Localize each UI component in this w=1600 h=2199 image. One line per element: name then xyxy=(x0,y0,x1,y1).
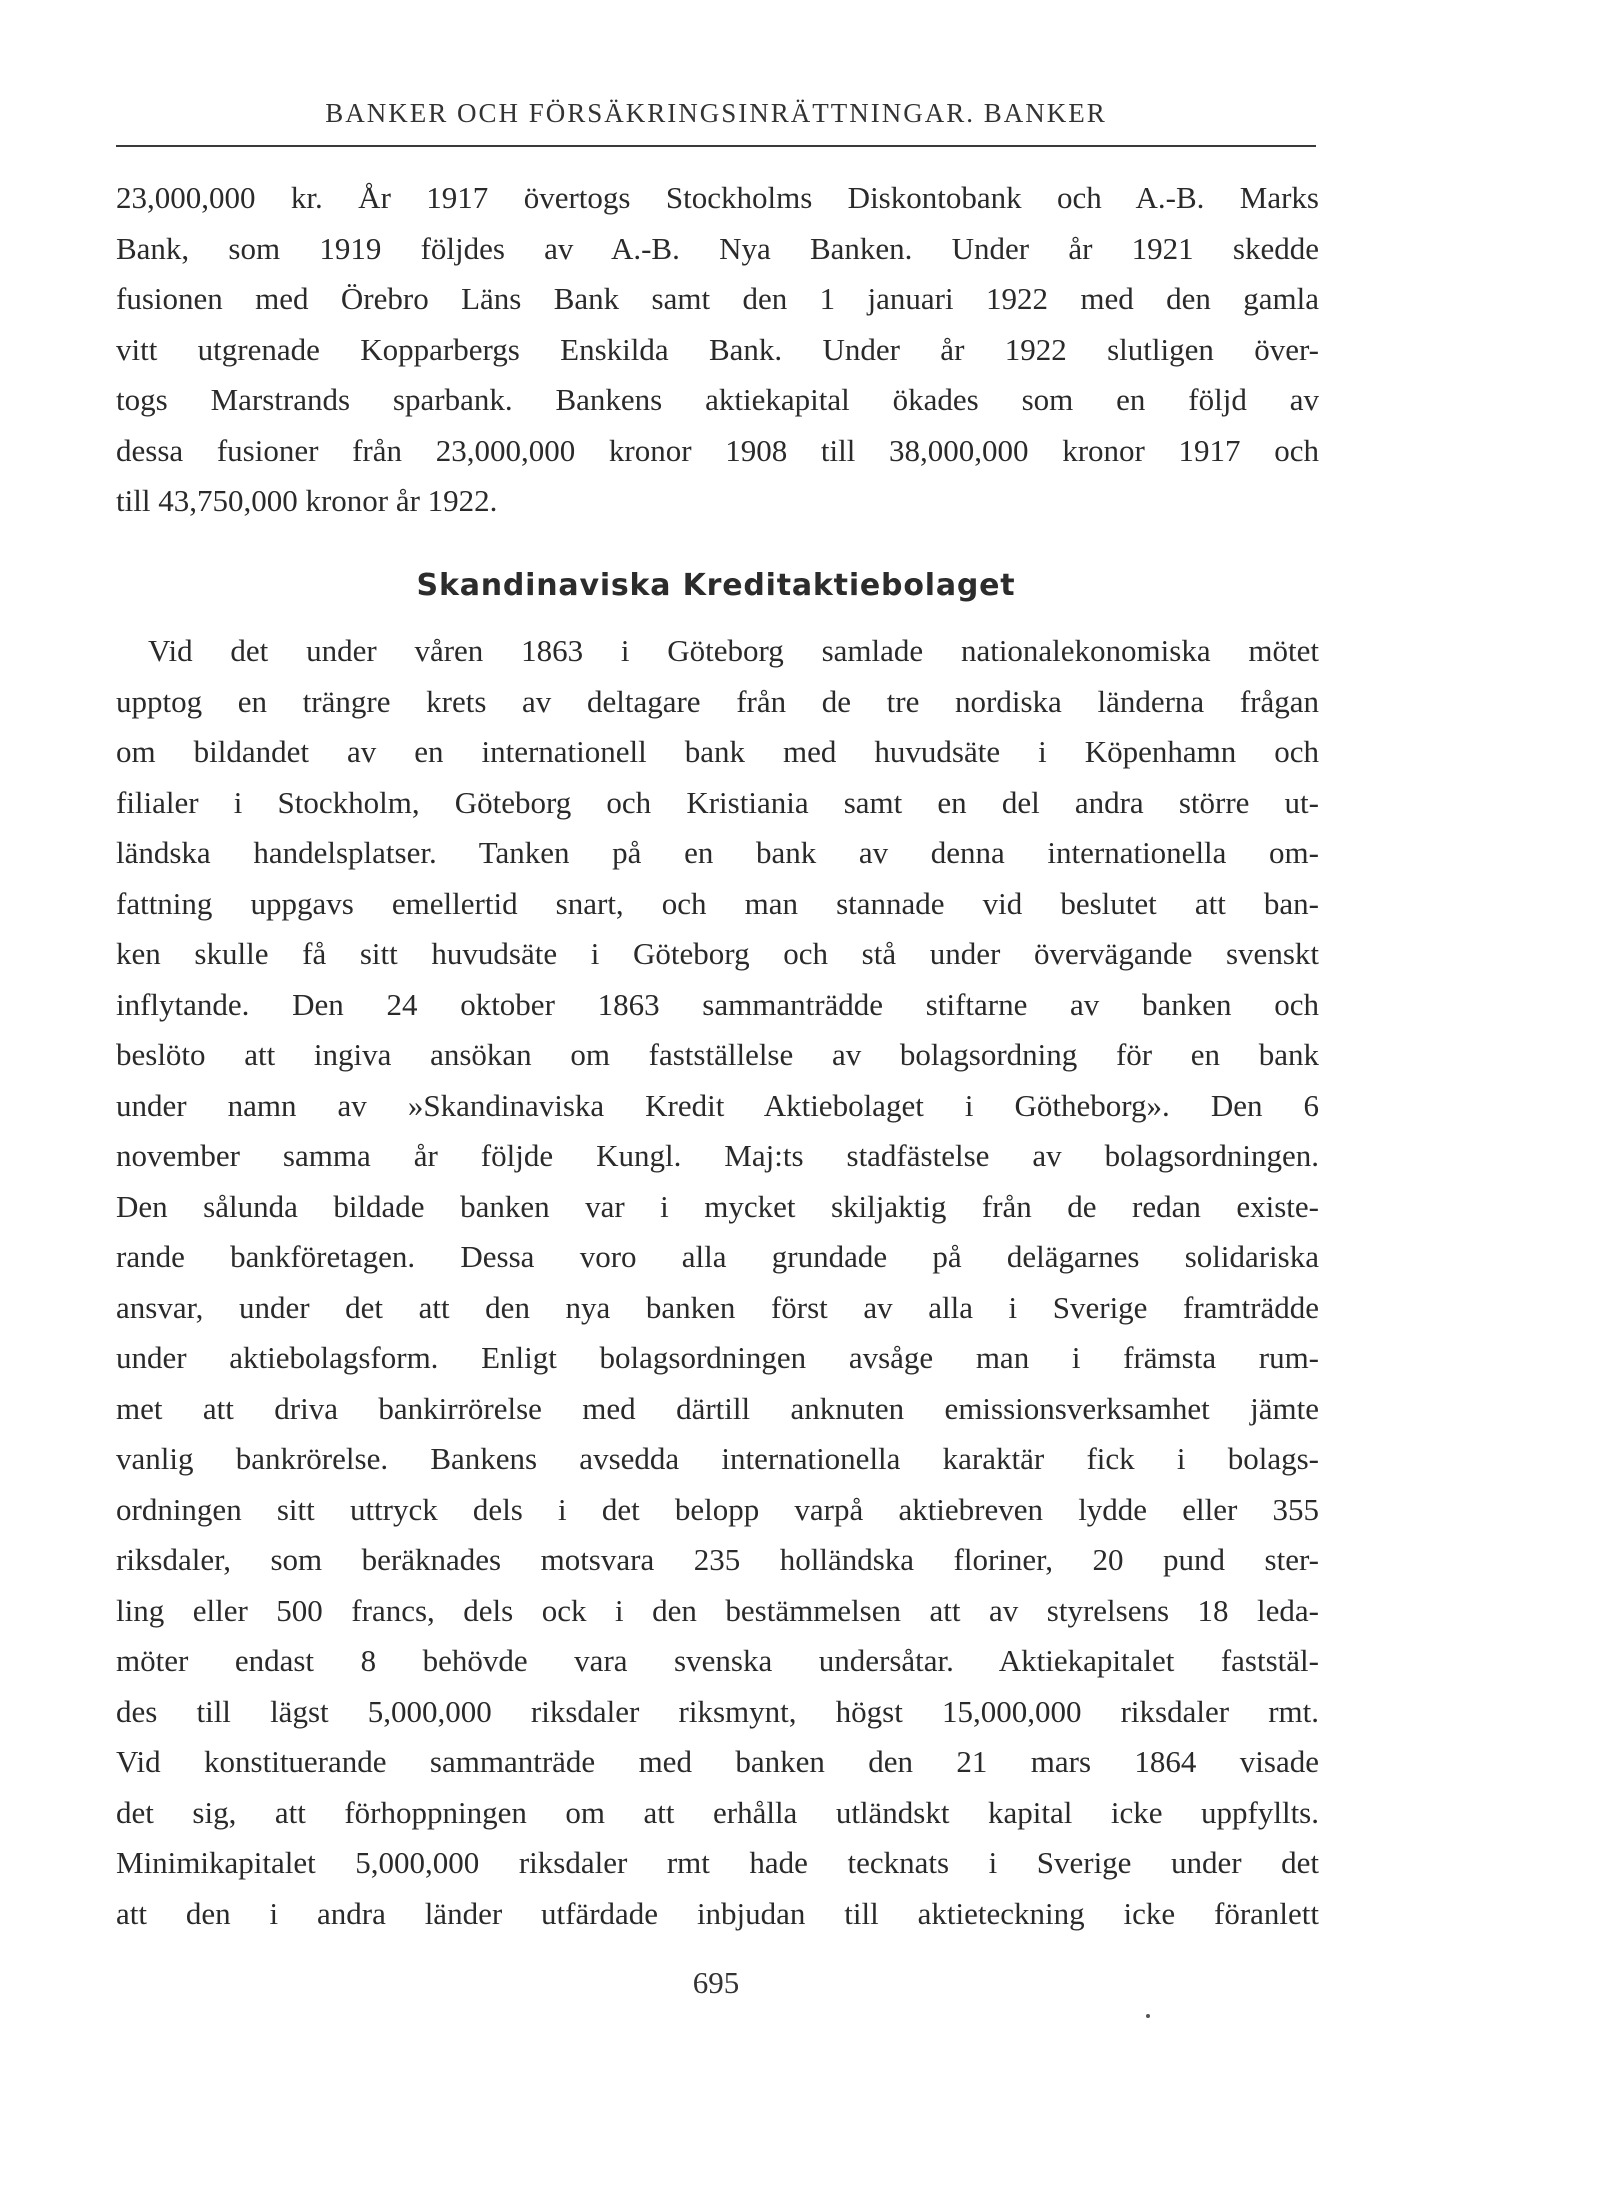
text-line: Den sålunda bildade banken var i mycket skiljaktig från de redan existe- xyxy=(116,1188,1319,1224)
text-line: inflytande. Den 24 oktober 1863 sammanträdde stiftarne av banken och xyxy=(116,986,1319,1022)
text-line: met att driva bankirrörelse med därtill anknuten emissionsverksamhet jämte xyxy=(116,1390,1319,1426)
text-line: togs Marstrands sparbank. Bankens aktiekapital ökades som en följd av xyxy=(116,382,1319,417)
page-number: 695 xyxy=(692,1965,740,2000)
text-line: ländska handelsplatser. Tanken på en bank av denna internationella om- xyxy=(116,835,1319,870)
text-line: under aktiebolagsform. Enligt bolagsordningen avsåge man i främsta rum- xyxy=(116,1340,1319,1375)
paragraph-skandinaviska xyxy=(116,626,1319,1939)
text-line: Bank, som 1919 följdes av A.-B. Nya Banken. Under år 1921 skedde xyxy=(116,230,1319,266)
text-line: des till lägst 5,000,000 riksdaler riksmynt, högst 15,000,000 riksdaler rmt. xyxy=(116,1693,1319,1729)
scan-speck xyxy=(1146,2014,1150,2018)
text-line: ken skulle få sitt huvudsäte i Göteborg och stå under övervägande svenskt xyxy=(116,936,1319,971)
text-line: om bildandet av en internationell bank med huvudsäte i Köpenhamn och xyxy=(116,734,1319,769)
text-line: Vid konstituerande sammanträde med banken den 21 mars 1864 visade xyxy=(116,1744,1319,1779)
text-line: vanlig bankrörelse. Bankens avsedda internationella karaktär fick i bolags- xyxy=(116,1441,1319,1476)
text-line: vitt utgrenade Kopparbergs Enskilda Bank. Under år 1922 slutligen över- xyxy=(116,331,1319,367)
text-line: filialer i Stockholm, Göteborg och Kristiania samt en del andra större ut- xyxy=(116,784,1319,820)
text-line: riksdaler, som beräknades motsvara 235 holländska floriner, 20 pund ster- xyxy=(116,1542,1319,1577)
text-line: beslöto att ingiva ansökan om fastställelse av bolagsordning för en bank xyxy=(116,1037,1319,1072)
text-line: upptog en trängre krets av deltagare från de tre nordiska länderna frågan xyxy=(116,683,1319,719)
text-line: till 43,750,000 kronor år 1922. xyxy=(116,483,498,518)
text-line: under namn av »Skandinaviska Kredit Aktiebolaget i Götheborg». Den 6 xyxy=(116,1087,1319,1123)
text-line: fusionen med Örebro Läns Bank samt den 1 januari 1922 med den gamla xyxy=(116,281,1319,316)
text-line: ansvar, under det att den nya banken först av alla i Sverige framträdde xyxy=(116,1289,1319,1325)
text-line: att den i andra länder utfärdade inbjudan till aktieteckning icke föranlett xyxy=(116,1895,1319,1931)
text-line: november samma år följde Kungl. Maj:ts stadfästelse av bolagsordningen. xyxy=(116,1138,1319,1173)
paragraph-bank-history xyxy=(116,173,1319,527)
text-line: 23,000,000 kr. År 1917 övertogs Stockholms Diskontobank och A.-B. Marks xyxy=(116,180,1319,215)
text-line: möter endast 8 behövde vara svenska undersåtar. Aktiekapitalet faststäl- xyxy=(116,1643,1319,1678)
text-line: rande bankföretagen. Dessa voro alla grundade på delägarnes solidariska xyxy=(116,1239,1319,1274)
text-line: ling eller 500 francs, dels ock i den bestämmelsen att av styrelsens 18 leda- xyxy=(116,1592,1319,1628)
text-line: Vid det under våren 1863 i Göteborg samlade nationalekonomiska mötet xyxy=(148,633,1319,668)
text-line: dessa fusioner från 23,000,000 kronor 1908 till 38,000,000 kronor 1917 och xyxy=(116,432,1319,468)
section-heading: Skandinaviska Kreditaktiebolaget xyxy=(416,568,1016,603)
text-line: fattning uppgavs emellertid snart, och man stannade vid beslutet att ban- xyxy=(116,885,1319,921)
header-rule xyxy=(116,145,1316,147)
text-line: Minimikapitalet 5,000,000 riksdaler rmt hade tecknats i Sverige under det xyxy=(116,1845,1319,1880)
running-header: BANKER OCH FÖRSÄKRINGSINRÄTTNINGAR. BANKER xyxy=(325,98,1107,128)
text-line: ordningen sitt uttryck dels i det belopp varpå aktiebreven lydde eller 355 xyxy=(116,1491,1319,1527)
text-line: det sig, att förhoppningen om att erhålla utländskt kapital icke uppfyllts. xyxy=(116,1794,1319,1830)
